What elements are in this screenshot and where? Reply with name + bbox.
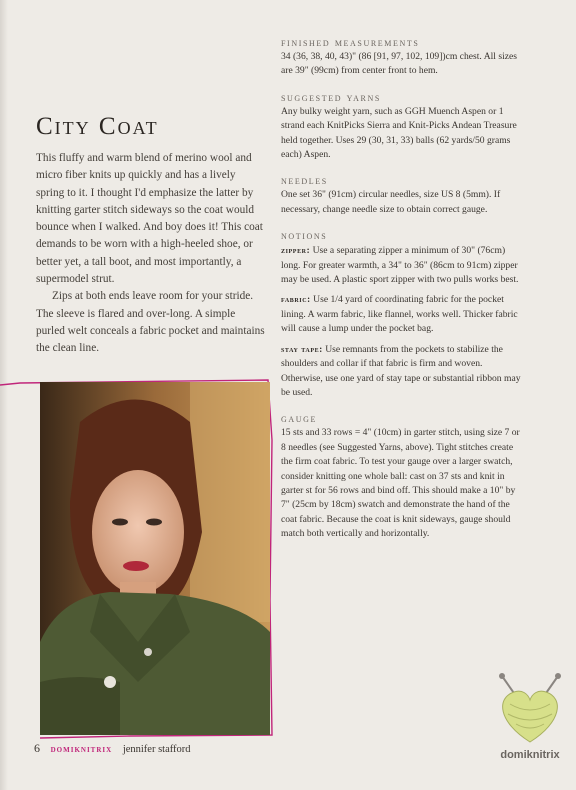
zipper-text: Use a separating zipper a minimum of 30" (76cm) long. For greater warmth, a 34" to 36" (86cm to 91cm) zipper may be used. A plastic sport zipper with two pulls works best. (281, 245, 519, 286)
needles-section (281, 172, 521, 217)
page-number: 6 (34, 741, 40, 755)
intro-text (36, 150, 266, 358)
suggested-yarns-heading: suggested yarns (281, 89, 381, 104)
gauge-text: 15 sts and 33 rows = 4" (10cm) in garter stitch, using size 7 or 8 needles (see Suggested Yarns, above). Tight stitches create the firm coat fabric. To test your gauge over a larger swatch, consider knitting one whole ball: cast on 37 sts and knit in garter st for 56 rows and bind off. This should make a 10" by 7" (25cm by 18cm) swatch and demonstrate the hand of the coat fabric. Because the coat is knit sideways, gauge should match both vertically and horizontally. (281, 427, 520, 540)
stay-tape-label: stay tape: (281, 343, 323, 354)
stay-tape-text: Use remnants from the pockets to stabilize the shoulders and collar if that fabric is firm and woven. Otherwise, use one yard of stay tape or substantial ribbon may be used. (281, 343, 521, 398)
finished-measurements-section (281, 34, 521, 79)
footer-author: jennifer stafford (122, 744, 191, 755)
fabric-note (281, 292, 521, 336)
stay-tape-note (281, 342, 521, 401)
domiknitrix-logo (488, 664, 572, 769)
footer-brand: domiknitrix (50, 744, 113, 755)
gauge-heading: gauge (281, 411, 317, 426)
fabric-text: Use 1/4 yard of coordinating fabric for the pocket lining. A warm fabric, like flannel, works well. Thicker fabric will cause a lump under the pocket bag. (281, 294, 518, 335)
page-footer (34, 741, 191, 756)
page-title: City Coat (36, 112, 159, 140)
svg-text:domiknitrix: domiknitrix (500, 749, 560, 761)
pattern-details (281, 34, 521, 552)
zipper-note (281, 243, 521, 287)
intro-paragraph-1: This fluffy and warm blend of merino wool and micro fiber knits up quickly and has a lively spring to it. I thought I'd emphasize the latter by knitting garter stitch sideways so the coat would bounce when I walked. And boy does it! This coat demands to be worn with a high-heeled shoe, or better yet, a tall boot, and most importantly, a supermodel strut. (36, 152, 263, 286)
finished-measurements-text: 34 (36, 38, 40, 43)" (86 [91, 97, 102, 109])cm chest. All sizes are 39" (99cm) from center front to hem. (281, 51, 517, 77)
fabric-label: fabric: (281, 294, 311, 305)
zipper-label: zipper: (281, 245, 311, 256)
gauge-section (281, 410, 521, 541)
needles-text: One set 36" (91cm) circular needles, size US 8 (5mm). If necessary, change needle size to obtain correct gauge. (281, 189, 501, 215)
needles-heading: needles (281, 173, 328, 188)
notions-section (281, 227, 521, 400)
suggested-yarns-text: Any bulky weight yarn, such as GGH Muench Aspen or 1 strand each KnitPicks Sierra and Knit-Picks Andean Treasure held together. Uses 29 (30, 31, 33) balls (62 yards/50 grams each) Aspen. (281, 105, 517, 161)
model-photo (40, 382, 270, 735)
finished-measurements-heading: finished measurements (281, 35, 420, 49)
page-gutter-shadow (0, 0, 8, 790)
intro-paragraph-2: Zips at both ends leave room for your stride. The sleeve is flared and over-long. A simple purled welt conceals a fabric pocket and maintains the clean line. (36, 290, 265, 355)
suggested-yarns-section (281, 89, 521, 163)
notions-heading: notions (281, 228, 328, 243)
